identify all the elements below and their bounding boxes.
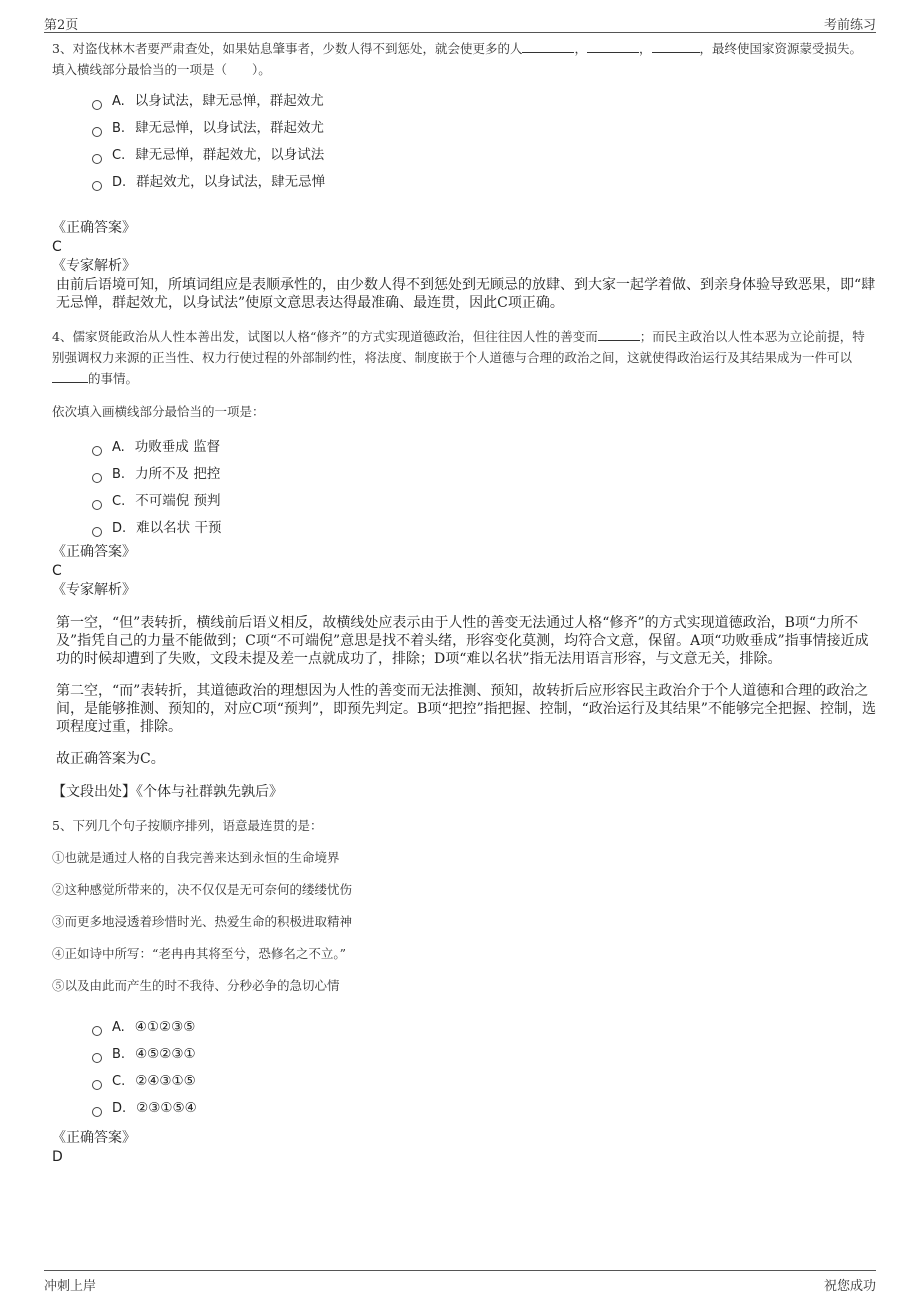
question-3-stem <box>52 38 876 59</box>
option-text: 功败垂成 监督 <box>134 439 221 455</box>
option-letter: B. <box>112 121 126 136</box>
page-number: 第2页 <box>44 18 79 33</box>
analysis-label: 《专家解析》 <box>52 258 136 274</box>
analysis-paragraph-1: 第一空，“但”表转折，横线前后语义相反，故横线处应表示由于人性的善变无法通过人格“修齐”的方式实现道德政治，B项“力所不及”指凭自己的力量不能做到；C项“不可端倪”意思是找不着头绪，形容变化莫测，均符合文意，保留。A项“功败垂成”指事情接近成功的时候却遭到了失败，文段未提及差一点就成功了，排除；D项“难以名状”指无法用语言形容，与文意无关，排除。 <box>56 615 869 667</box>
sentence-item: ①也就是通过人格的自我完善来达到永恒的生命境界 <box>52 850 340 865</box>
option-text: ④①②③⑤ <box>134 1019 196 1035</box>
option-letter: A. <box>112 1020 125 1035</box>
radio-icon[interactable] <box>92 473 102 483</box>
page-footer <box>44 1270 876 1293</box>
header-title: 考前练习 <box>823 18 876 33</box>
option-text: 不可端倪 预判 <box>135 493 221 509</box>
question-4 <box>52 326 876 802</box>
radio-icon[interactable] <box>92 1107 102 1117</box>
option-letter: C. <box>112 494 126 509</box>
sentence-item: ④正如诗中所写：“老冉冉其将至兮，恐修名之不立。” <box>52 946 347 961</box>
radio-icon[interactable] <box>92 446 102 456</box>
question-3-options <box>92 88 876 196</box>
radio-icon[interactable] <box>92 181 102 191</box>
option-a[interactable] <box>92 1014 876 1041</box>
question-5 <box>52 816 876 1166</box>
footer-left: 冲刺上岸 <box>44 1279 97 1294</box>
option-c[interactable] <box>92 1068 876 1095</box>
option-text: 力所不及 把控 <box>135 466 221 482</box>
answer-label: 《正确答案》 <box>52 220 136 236</box>
question-3 <box>52 38 876 312</box>
question-3-prompt: 填入横线部分最恰当的一项是（ ）。 <box>52 62 271 77</box>
question-4-prompt: 依次填入画横线部分最恰当的一项是： <box>52 404 265 419</box>
option-c[interactable] <box>92 142 876 169</box>
option-text: ④⑤②③① <box>135 1046 196 1062</box>
option-b[interactable] <box>92 1041 876 1068</box>
option-letter: D. <box>112 521 127 536</box>
blank <box>652 38 700 53</box>
radio-icon[interactable] <box>92 127 102 137</box>
question-4-options <box>92 434 876 542</box>
radio-icon[interactable] <box>92 1080 102 1090</box>
answer-label: 《正确答案》 <box>52 1130 136 1146</box>
sentence-item: ③而更多地浸透着珍惜时光、热爱生命的积极进取精神 <box>52 914 353 929</box>
analysis-text: 由前后语境可知，所填词组应是表顺承性的，由少数人得不到惩处到无顾忌的放肆、到大家一起学着做、到亲身体验导致恶果，即“肆无忌惮，群起效尤，以身试法”使原文意思表达得最准确、最连贯，因此C项正确。 <box>56 277 876 311</box>
option-text: 肆无忌惮，群起效尤，以身试法 <box>135 147 325 163</box>
radio-icon[interactable] <box>92 154 102 164</box>
footer-right: 祝您成功 <box>823 1279 876 1294</box>
separator: ， <box>638 41 652 56</box>
question-4-stem <box>52 326 876 389</box>
blank <box>52 368 88 383</box>
option-text: 难以名状 干预 <box>136 520 222 536</box>
question-3-text-b: ，最终使国家资源蒙受损失。 <box>699 41 863 56</box>
page-header <box>44 12 876 33</box>
radio-icon[interactable] <box>92 100 102 110</box>
blank <box>522 38 574 53</box>
answer-label: 《正确答案》 <box>52 544 136 560</box>
blank <box>598 326 640 341</box>
answer-value: D <box>52 1149 63 1165</box>
option-letter: C. <box>112 1074 126 1089</box>
page-content <box>52 38 876 1166</box>
radio-icon[interactable] <box>92 1053 102 1063</box>
option-b[interactable] <box>92 115 876 142</box>
blank <box>587 38 639 53</box>
question-5-stem: 5、下列几个句子按顺序排列，语意最连贯的是： <box>52 818 323 833</box>
answer-value: C <box>52 563 62 579</box>
option-letter: A. <box>112 94 125 109</box>
source-citation: 【文段出处】《个体与社群孰先孰后》 <box>52 784 283 800</box>
option-letter: D. <box>112 175 127 190</box>
option-letter: B. <box>112 467 126 482</box>
question-3-text-a: 3、对盗伐林木者要严肃查处，如果姑息肇事者，少数人得不到惩处，就会使更多的人 <box>52 41 523 56</box>
radio-icon[interactable] <box>92 500 102 510</box>
option-b[interactable] <box>92 461 876 488</box>
sentence-item: ②这种感觉所带来的，决不仅仅是无可奈何的缕缕忧伤 <box>52 882 353 897</box>
option-letter: C. <box>112 148 126 163</box>
option-d[interactable] <box>92 169 876 196</box>
sentence-item: ⑤以及由此而产生的时不我待、分秒必争的急切心情 <box>52 978 340 993</box>
option-d[interactable] <box>92 1095 876 1122</box>
radio-icon[interactable] <box>92 527 102 537</box>
answer-value: C <box>52 239 62 255</box>
option-text: ②④③①⑤ <box>135 1073 196 1089</box>
option-c[interactable] <box>92 488 876 515</box>
option-letter: D. <box>112 1101 127 1116</box>
question-5-options <box>92 1014 876 1122</box>
analysis-paragraph-2: 第二空，“而”表转折，其道德政治的理想因为人性的善变而无法推测、预知，故转折后应形容民主政治介于个人道德和合理的政治之间，是能够推测、预知的，对应C项“预判”，即预先判定。B项“把控”指把握、控制，“政治运行及其结果”不能够完全把握、控制，选项程度过重，排除。 <box>56 683 876 735</box>
option-letter: B. <box>112 1047 126 1062</box>
radio-icon[interactable] <box>92 1026 102 1036</box>
question-4-text-a: 4、儒家贤能政治从人性本善出发，试图以人格“修齐”的方式实现道德政治，但往往因人性的善变而 <box>52 329 598 344</box>
option-d[interactable] <box>92 515 876 542</box>
option-text: ②③①⑤④ <box>136 1100 197 1116</box>
separator: ， <box>574 41 587 56</box>
option-a[interactable] <box>92 88 876 115</box>
option-letter: A. <box>112 440 125 455</box>
option-a[interactable] <box>92 434 876 461</box>
option-text: 肆无忌惮，以身试法，群起效尤 <box>135 120 325 136</box>
option-text: 群起效尤，以身试法，肆无忌惮 <box>136 174 326 190</box>
question-4-text-b: ；而民主政治以人性本恶为立论前提，特别强调权力来源的正当性、权力行使过程的外部制约性，将法度、制度嵌于个人道德与合理的政治之间，这就使得政治运行及其结果成为一件可以 <box>52 329 865 365</box>
analysis-label: 《专家解析》 <box>52 582 136 598</box>
question-4-text-c: 的事情。 <box>88 371 139 386</box>
analysis-paragraph-3: 故正确答案为C。 <box>56 751 165 767</box>
option-text: 以身试法，肆无忌惮，群起效尤 <box>134 93 324 109</box>
